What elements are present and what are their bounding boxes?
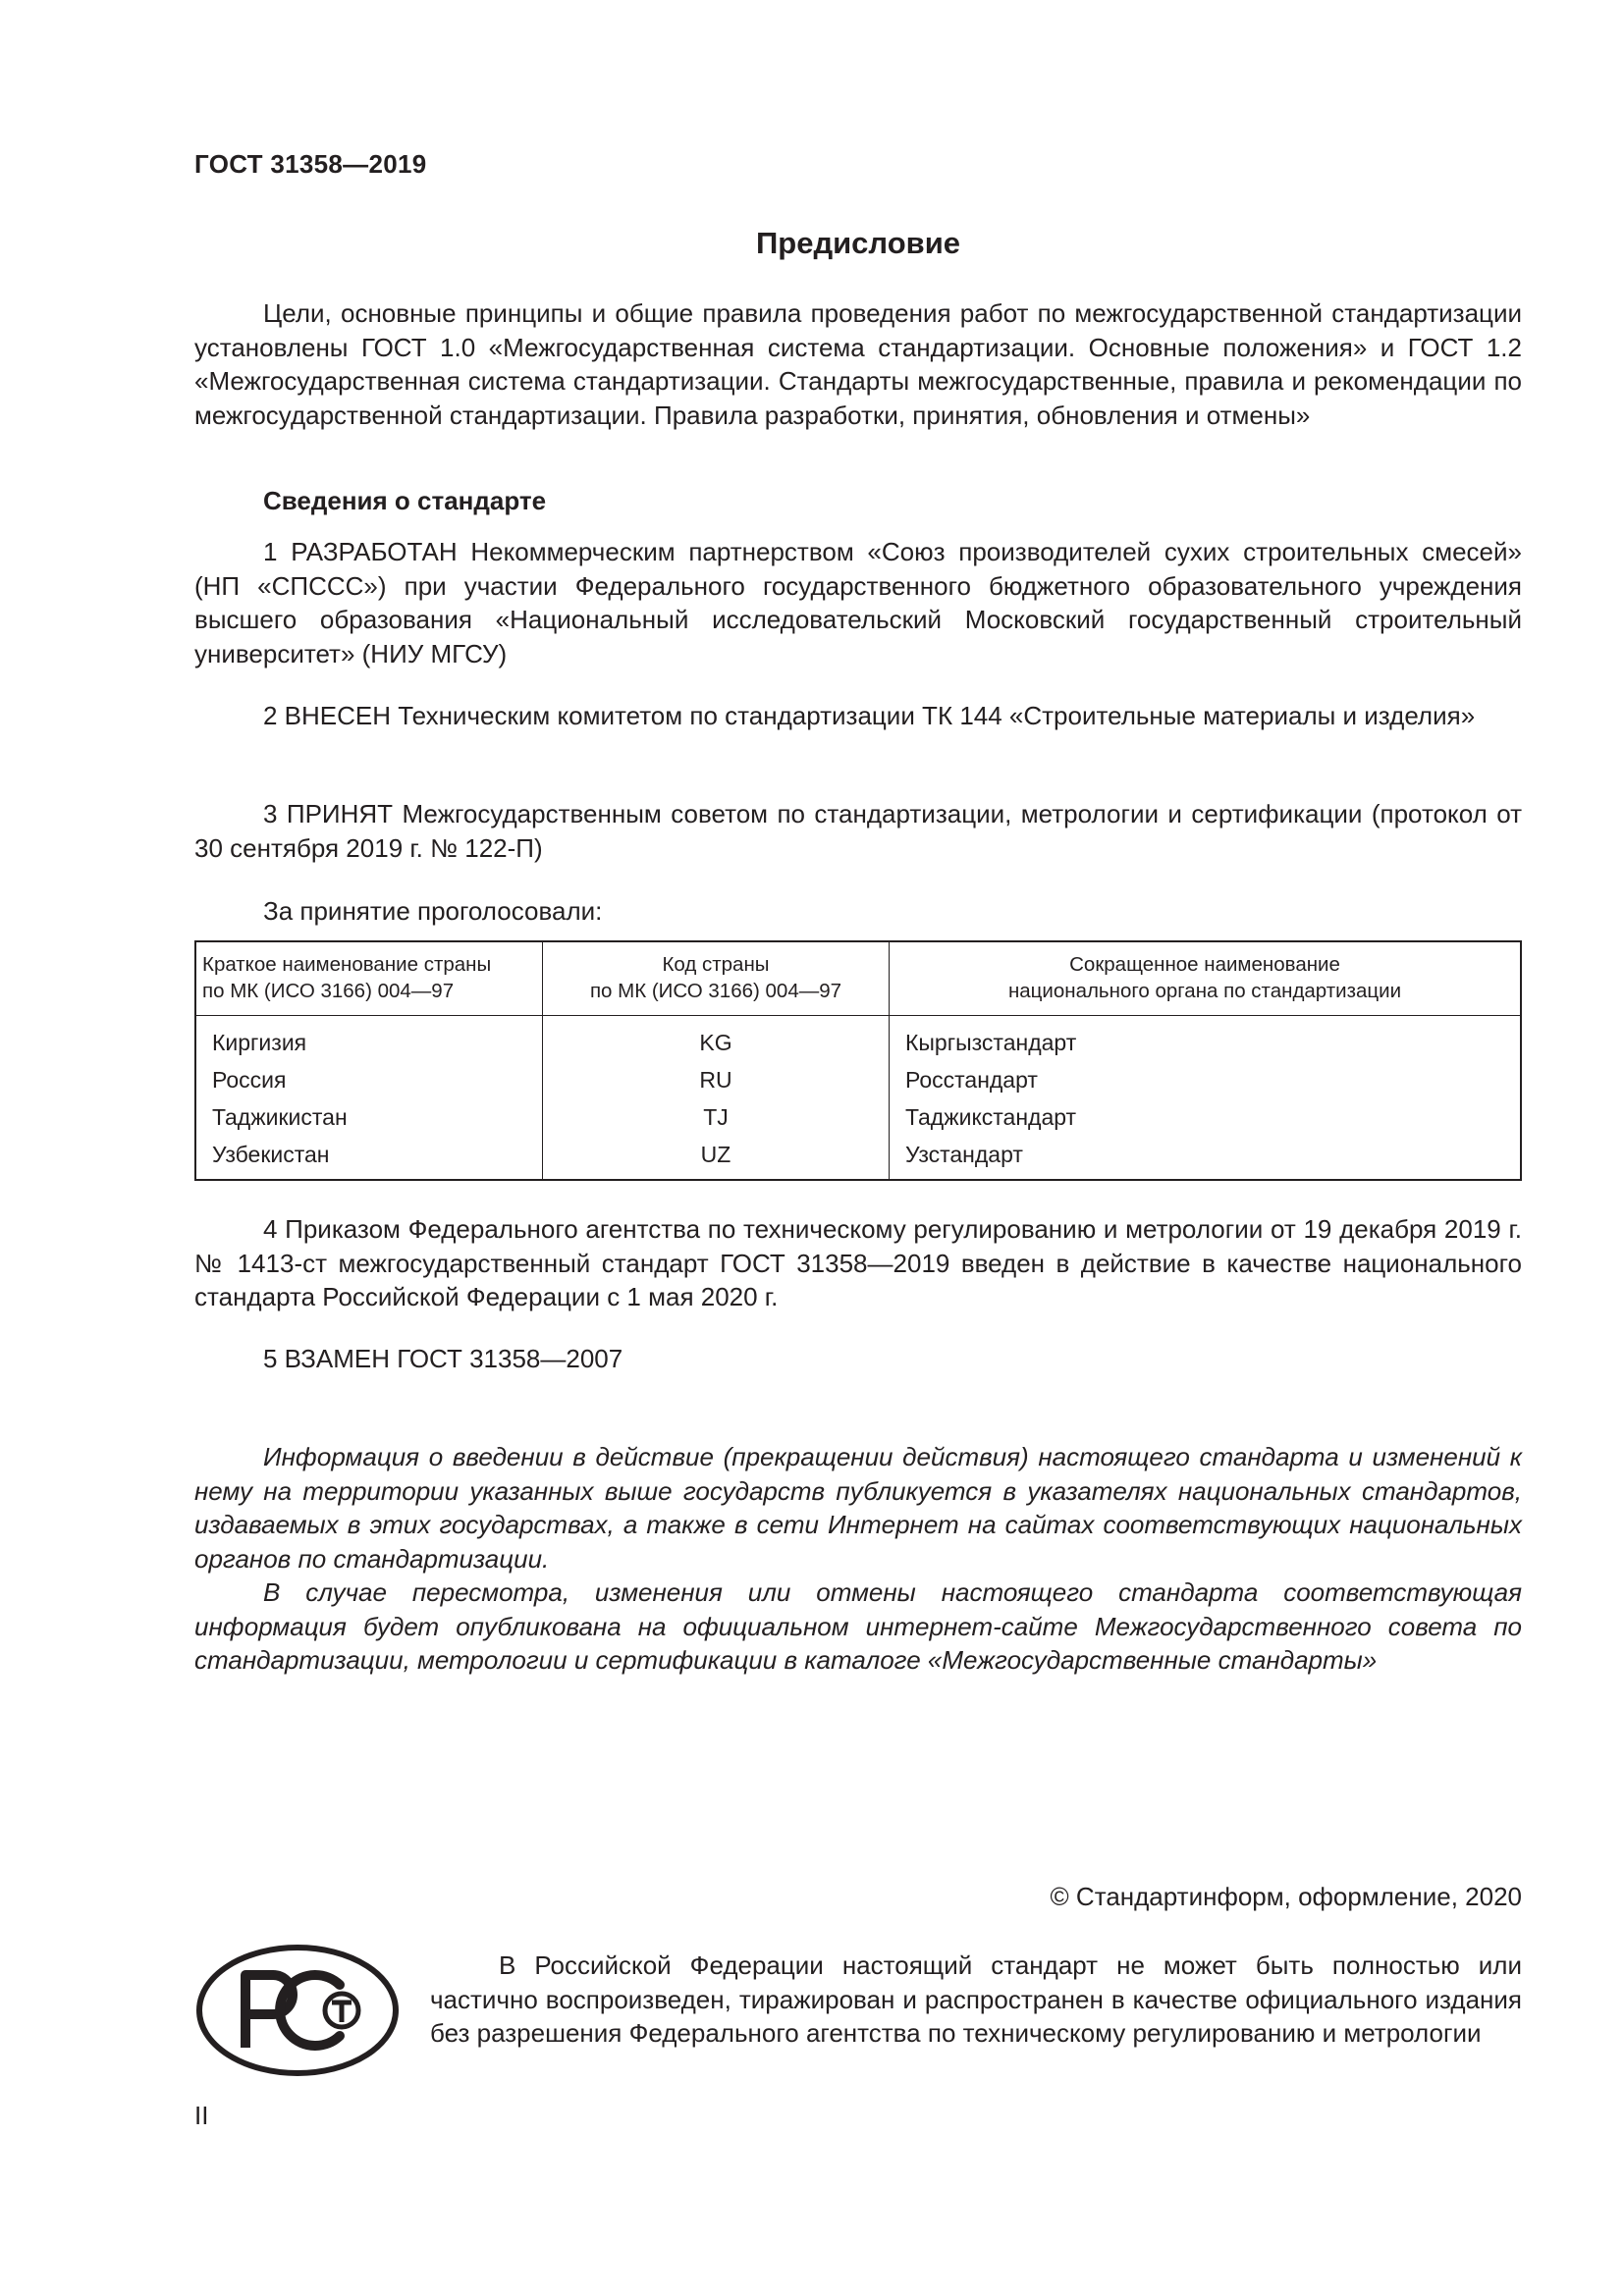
voting-table: [194, 940, 1522, 1181]
rst-certification-mark-icon: [194, 1942, 401, 2079]
legal-paragraph: В Российской Федерации настоящий стандарт не может быть полностью или частично воспроизведен, тиражирован и распространен в качестве официального издания без разрешения Федерального агентства по техническому регулированию и метрологии: [430, 1950, 1522, 2048]
code-cell: KG: [543, 1016, 890, 1062]
country-cell: Россия: [195, 1061, 543, 1098]
code-cell: UZ: [543, 1136, 890, 1180]
table-row: [195, 1098, 1521, 1136]
page-number: II: [194, 2101, 209, 2130]
document-code: ГОСТ 31358—2019: [194, 149, 427, 179]
standards-body-cell: Узстандарт: [905, 1142, 1023, 1167]
item-1-paragraph: 1 РАЗРАБОТАН Некоммерческим партнерством «Союз производителей сухих строительных смесей» (НП «СПССС») при участии Федерального государственного бюджетного образовательного учреждения высшего образования «Национальный исследовательский Московский государственный строительный университет» (НИУ МГСУ): [194, 537, 1522, 668]
item-4-paragraph: 4 Приказом Федерального агентства по техническому регулированию и метрологии от 19 декабря 2019 г. № 1413-ст межгосударственный стандарт ГОСТ 31358—2019 введен в действие в качестве национального стандарта Российской Федерации с 1 мая 2020 г.: [194, 1214, 1522, 1311]
copyright-line: © Стандартинформ, оформление, 2020: [1050, 1882, 1522, 1911]
item-1-block: [194, 535, 1522, 670]
standards-body-cell: Росстандарт: [905, 1067, 1038, 1093]
page-title: Предисловие: [755, 226, 960, 260]
vote-label: За принятие проголосовали:: [263, 896, 603, 926]
notice-block: [194, 1440, 1522, 1678]
voting-table-wrapper: [194, 940, 1522, 1181]
table-row: [195, 1061, 1521, 1098]
code-cell: RU: [543, 1061, 890, 1098]
table-row: [195, 1136, 1521, 1180]
table-header-row: [195, 941, 1521, 1016]
item-2-block: [194, 699, 1522, 733]
country-cell: Узбекистан: [195, 1136, 543, 1180]
item-5-block: [194, 1342, 1522, 1376]
item-5-paragraph: 5 ВЗАМЕН ГОСТ 31358—2007: [263, 1344, 623, 1373]
section-heading: Сведения о стандарте: [263, 486, 547, 515]
country-cell: Киргизия: [195, 1016, 543, 1062]
country-cell: Таджикистан: [195, 1098, 543, 1136]
intro-block: [194, 296, 1522, 432]
notice-paragraph-1: Информация о введении в действие (прекращении действия) настоящего стандарта и изменений к нему на территории указанных выше государств публикуется в указателях национальных стандартов, издаваемых в этих государствах, а также в сети Интернет на сайтах соответствующих национальных органов по стандартизации.: [194, 1442, 1522, 1574]
table-row: [195, 1016, 1521, 1062]
item-2-paragraph: 2 ВНЕСЕН Техническим комитетом по стандартизации ТК 144 «Строительные материалы и изделия»: [263, 701, 1476, 730]
item-4-block: [194, 1212, 1522, 1314]
standards-body-cell: Кыргызстандарт: [905, 1030, 1077, 1055]
intro-paragraph: Цели, основные принципы и общие правила проведения работ по межгосударственной стандартизации установлены ГОСТ 1.0 «Межгосударственная система стандартизации. Основные положения» и ГОСТ 1.2 «Межгосударственная система стандартизации. Стандарты межгосударственные, правила и рекомендации по межгосударственной стандартизации. Правила разработки, принятия, обновления и отмены»: [194, 298, 1522, 430]
legal-notice: [430, 1949, 1522, 2051]
standards-body-cell: Таджикстандарт: [905, 1104, 1077, 1130]
code-cell: TJ: [543, 1098, 890, 1136]
vote-label-block: [194, 894, 1522, 929]
header-country-name: Краткое наименование страны по МК (ИСО 3166) 004—97: [195, 941, 543, 1016]
item-3-block: [194, 797, 1522, 865]
notice-paragraph-2: В случае пересмотра, изменения или отмены настоящего стандарта соответствующая информация будет опубликована на официальном интернет-сайте Межгосударственного совета по стандартизации, метрологии и сертификации в каталоге «Межгосударственные стандарты»: [194, 1577, 1522, 1675]
item-3-paragraph: 3 ПРИНЯТ Межгосударственным советом по стандартизации, метрологии и сертификации (протокол от 30 сентября 2019 г. № 122-П): [194, 799, 1522, 863]
header-country-code: Код страны по МК (ИСО 3166) 004—97: [543, 941, 890, 1016]
header-standards-body: Сокращенное наименование национального органа по стандартизации: [890, 941, 1522, 1016]
